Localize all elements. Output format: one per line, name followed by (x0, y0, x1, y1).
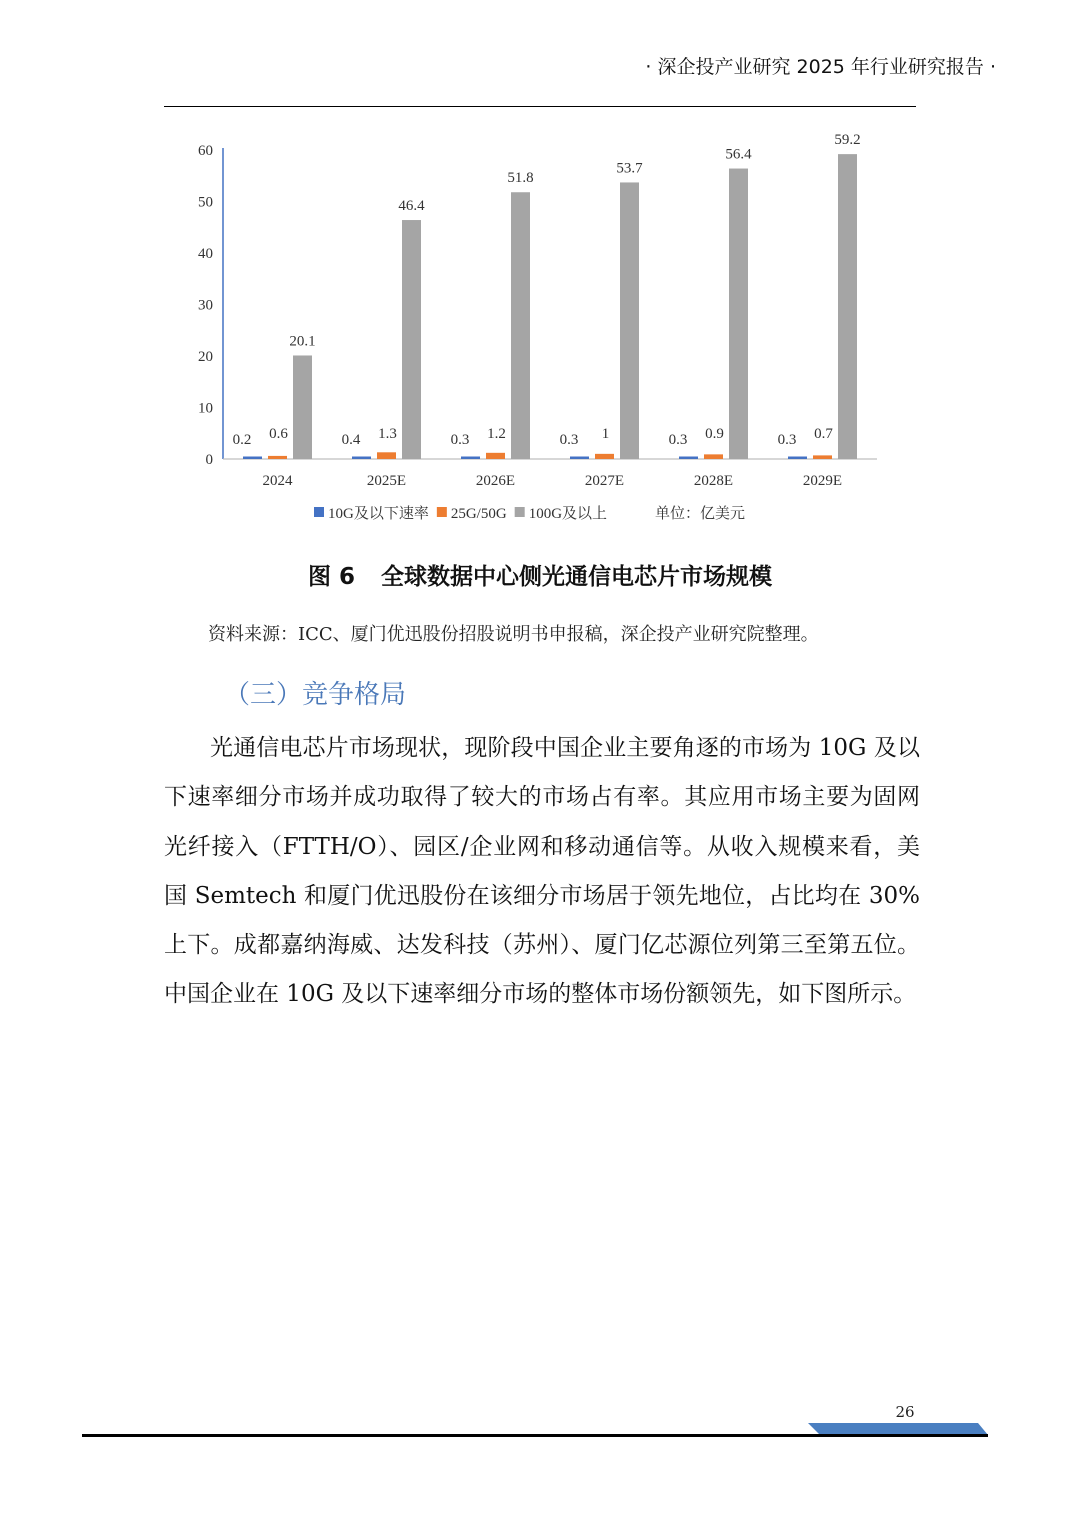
market-size-chart (150, 128, 910, 538)
data-label: 0.3 (777, 432, 797, 448)
page-number: 26 (895, 1403, 915, 1421)
bar (402, 220, 421, 459)
data-label: 0.3 (559, 432, 579, 448)
bar (704, 454, 723, 459)
y-tick-label: 50 (198, 194, 213, 211)
legend-label: 10G及以下速率 (328, 506, 429, 522)
bar (788, 457, 807, 460)
legend-swatch (515, 507, 525, 517)
legend-swatch (437, 507, 447, 517)
x-tick-label: 2027E (584, 473, 625, 489)
footer-rule (82, 1434, 988, 1437)
y-tick-label: 20 (198, 349, 213, 365)
chart-unit-note: 单位：亿美元 (655, 506, 746, 522)
data-label: 20.1 (289, 333, 316, 350)
y-tick-label: 30 (198, 297, 213, 314)
chart-bars (243, 154, 857, 459)
data-label: 0.2 (232, 432, 252, 448)
x-tick-label: 2028E (693, 473, 734, 489)
bar (595, 454, 614, 459)
figure-source: 资料来源：ICC、厦门优迅股份招股说明书申报稿，深企投产业研究院整理。 (208, 624, 819, 645)
x-tick-label: 2024 (262, 473, 293, 489)
data-label: 0.9 (705, 426, 724, 442)
x-tick-label: 2025E (366, 473, 407, 489)
data-label: 59.2 (834, 132, 861, 149)
body-paragraph: 光通信电芯片市场现状，现阶段中国企业主要角逐的市场为 10G 及以下速率细分市场并成功取得了较大的市场占有率。其应用市场主要为固网光纤接入（FTTH/O）、园区/企业网和移动通信等。从收入规模来看，美国 Semtech 和厦门优迅股份在该细分市场居于领先地位，占比均在 30%上下。成都嘉纳海威、达发科技（苏州）、厦门亿芯源位列第三至第五位。中国企业在 10G 及以下速率细分市场的整体市场份额领先，如下图所示。 (164, 735, 920, 1008)
chart-data-labels (233, 132, 861, 448)
bar (813, 455, 832, 459)
bar (268, 456, 287, 459)
running-header: · 深企投产业研究 2025 年行业研究报告 · (645, 56, 996, 78)
bar (486, 453, 505, 459)
data-label: 53.7 (616, 160, 643, 177)
data-label: 51.8 (507, 170, 534, 187)
data-label: 46.4 (398, 198, 425, 215)
chart-legend (314, 504, 745, 522)
data-label: 0.7 (814, 426, 833, 442)
data-label: 0.3 (668, 432, 688, 448)
figure-caption (0, 558, 1080, 591)
bar (377, 452, 396, 459)
x-tick-label: 2026E (475, 473, 516, 489)
data-label: 1.3 (378, 426, 397, 442)
bar (620, 182, 639, 459)
x-tick-label: 2029E (802, 473, 843, 489)
bar (511, 192, 530, 459)
section-heading: （三）竞争格局 (224, 680, 407, 710)
bar (679, 457, 698, 460)
y-tick-label: 40 (198, 246, 213, 262)
bar (243, 457, 262, 460)
data-label: 1.2 (487, 426, 506, 442)
data-label: 1 (601, 426, 610, 442)
bar (352, 457, 371, 460)
data-label: 0.4 (341, 432, 361, 448)
y-tick-label: 0 (205, 452, 213, 468)
data-label: 0.6 (269, 426, 288, 442)
bar (570, 457, 589, 460)
bar (729, 169, 748, 459)
data-label: 56.4 (725, 146, 752, 163)
bar (461, 457, 480, 460)
y-tick-label: 10 (198, 400, 213, 417)
legend-label: 25G/50G (450, 506, 507, 522)
bar (293, 355, 312, 459)
bar (838, 154, 857, 459)
y-tick-label: 60 (198, 143, 213, 159)
data-label: 0.3 (450, 432, 470, 448)
legend-swatch (314, 507, 324, 517)
header-divider (164, 106, 916, 107)
legend-label: 100G及以上 (528, 506, 608, 522)
figure-number: 图 6 (307, 564, 355, 590)
figure-title: 全球数据中心侧光通信电芯片市场规模 (381, 564, 772, 590)
